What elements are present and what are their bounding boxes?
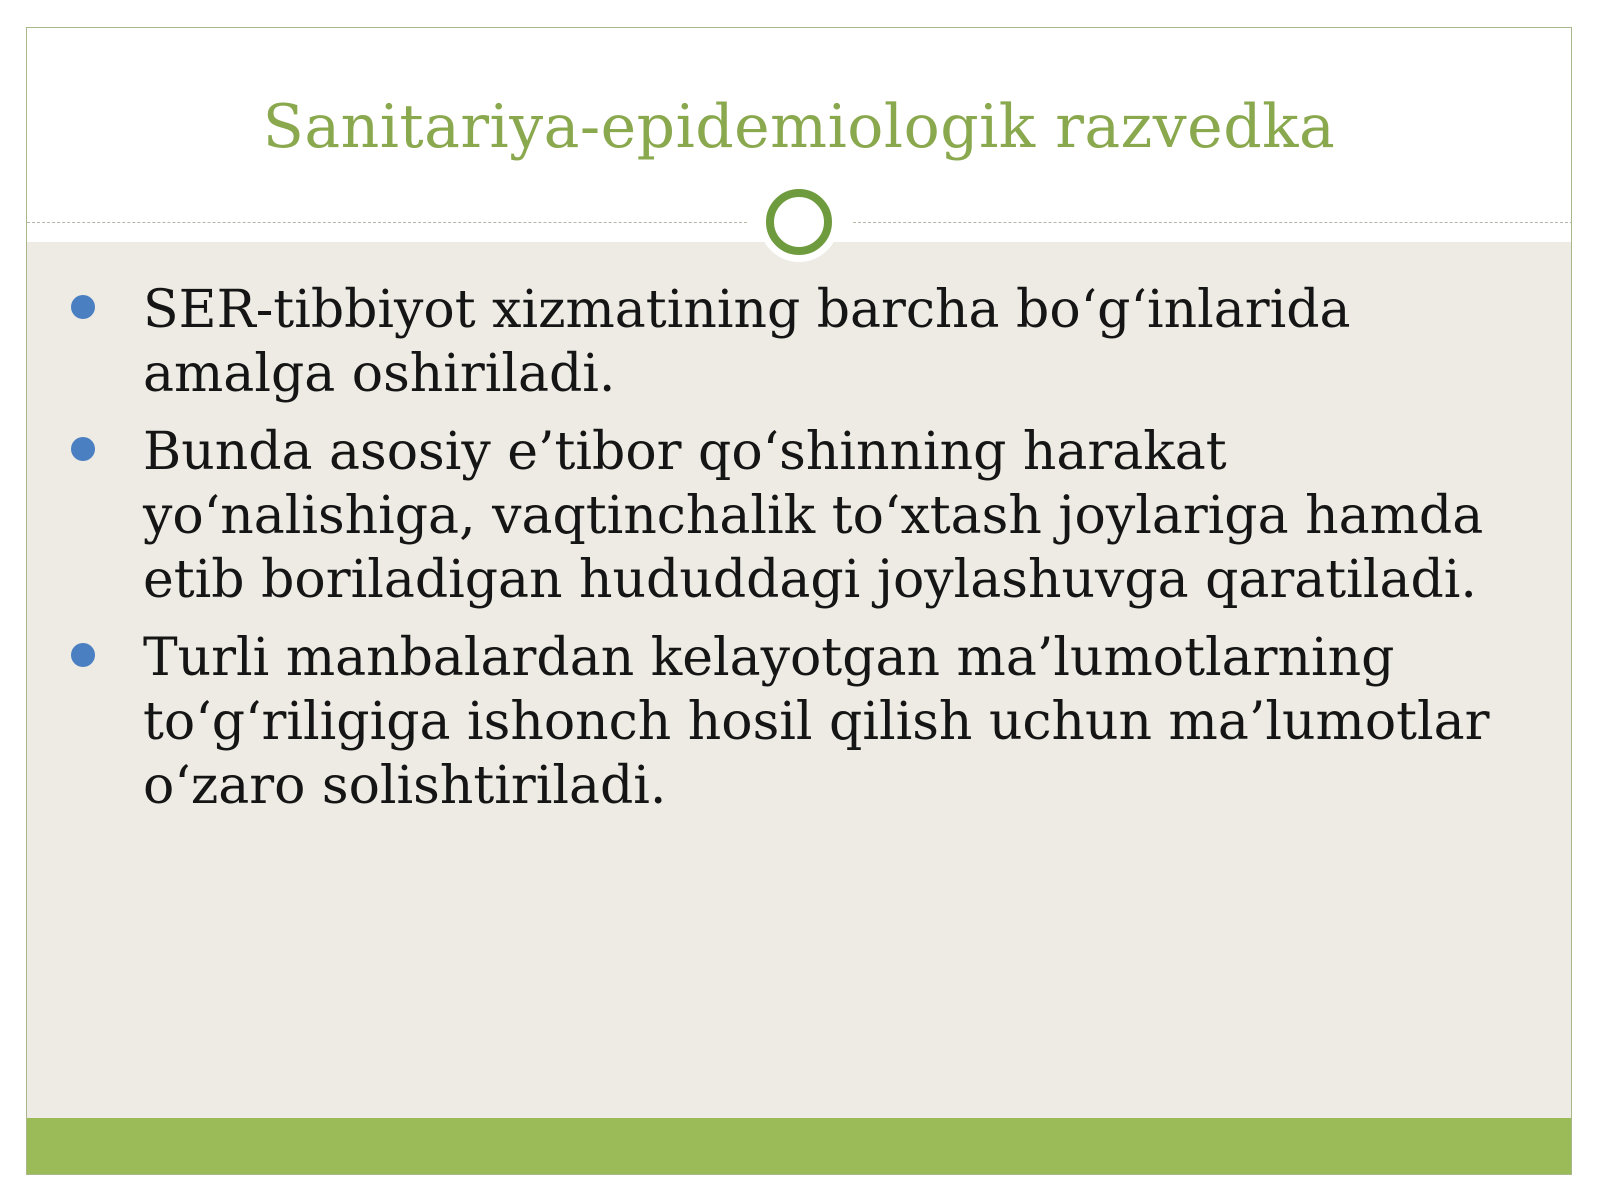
bullet-list (71, 278, 1541, 832)
bullet-text: Turli manbalardan kelayotgan ma’lumotlarning to‘g‘riligiga ishonch hosil qilish uchun ma’lumotlar o‘zaro solishtiriladi. (143, 628, 1490, 816)
ring-shape (766, 189, 832, 255)
footer-bar (27, 1118, 1571, 1174)
bullet-item (71, 626, 1541, 818)
bullet-dot-icon (71, 295, 95, 319)
bullet-item (71, 420, 1541, 612)
slide-title: Sanitariya-epidemiologik razvedka (262, 92, 1336, 162)
bullet-text: SER-tibbiyot xizmatining barcha bo‘g‘inlarida amalga oshiriladi. (143, 280, 1351, 404)
title-divider-left (27, 222, 747, 223)
ring-icon (759, 182, 839, 262)
bullet-dot-icon (71, 643, 95, 667)
slide (26, 27, 1572, 1175)
title-divider-right (853, 222, 1572, 223)
bullet-dot-icon (71, 437, 95, 461)
bullet-text: Bunda asosiy e’tibor qo‘shinning harakat yo‘nalishiga, vaqtinchalik to‘xtash joylariga hamda etib boriladigan hududdagi joylashuvga qaratiladi. (143, 422, 1484, 610)
bullet-item (71, 278, 1541, 406)
